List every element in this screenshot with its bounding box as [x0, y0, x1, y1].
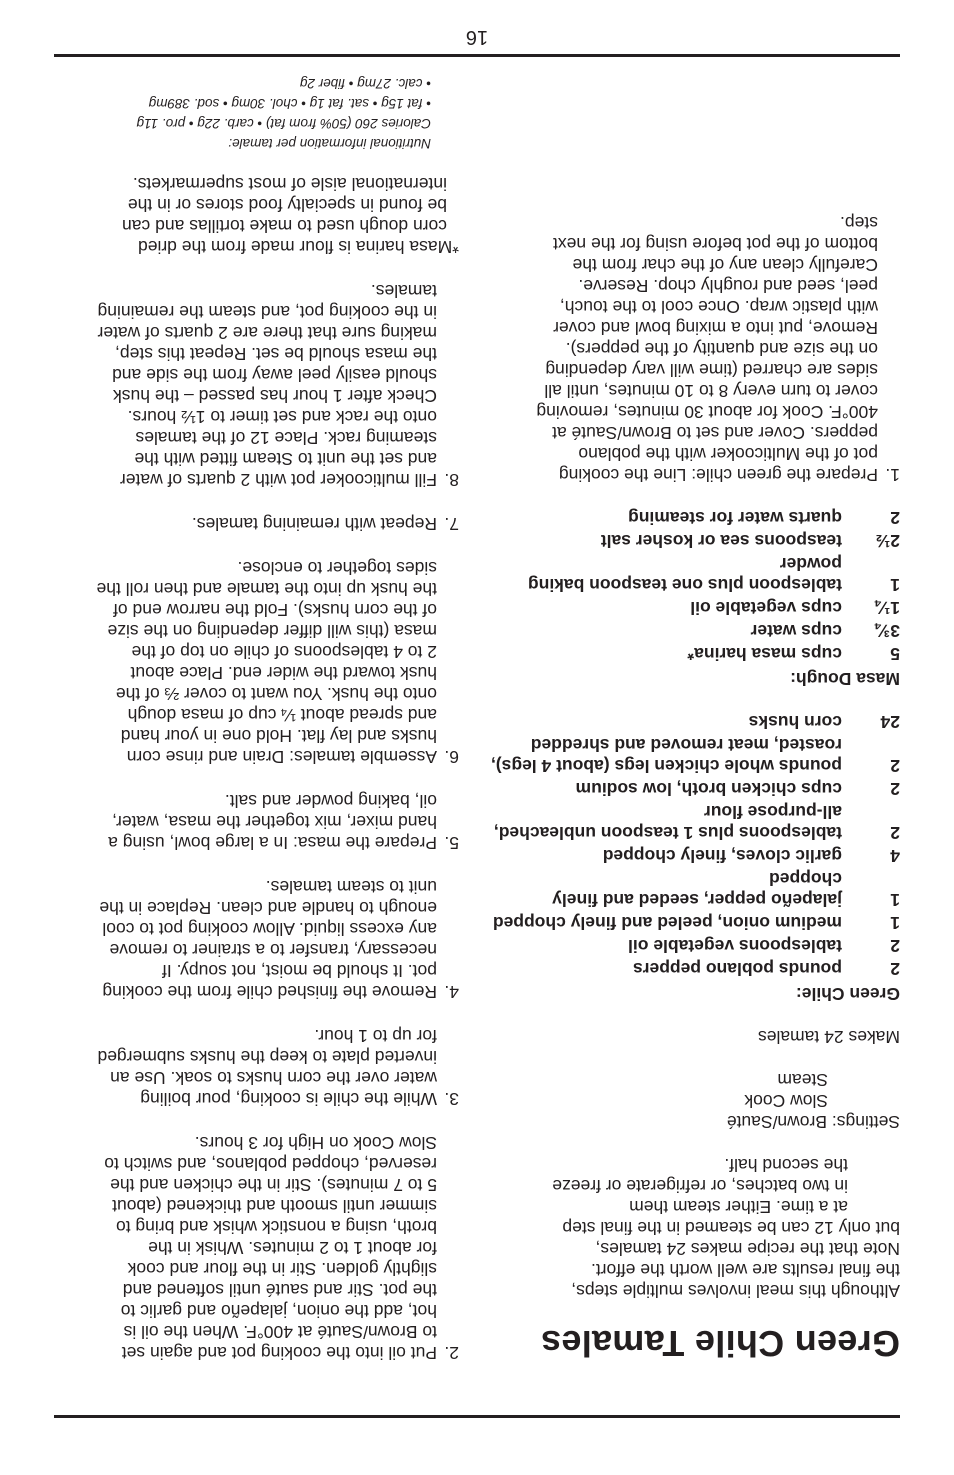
step-text	[53, 1132, 437, 1363]
step-line: 400°F. Cook for about 30 minutes, removing	[536, 402, 878, 422]
ingredient-desc: tablespoon plus one teaspoon baking powder	[527, 554, 842, 595]
ingredient-qty: 4	[890, 846, 900, 866]
step-line: Prepare the green chile: Line the cooking	[558, 465, 878, 485]
ingredient-qty: 2	[890, 756, 900, 776]
step-line: the masa should be set. Repeat this step,	[115, 344, 437, 364]
step-line: Prepare the masa: In a large bowl, using a	[108, 833, 437, 853]
ingredient-qty: 3¾	[875, 621, 900, 641]
step-line: should easily peel away from the side and	[112, 365, 437, 385]
step-line: sides are charred (time will vary depending	[545, 360, 878, 380]
ingredient-row	[482, 553, 900, 595]
ingredient-desc: teaspoons sea or kosher salt	[600, 531, 842, 551]
step-line: tamales.	[370, 281, 437, 301]
step-line: of the corn husks). Fold the narrow end of	[113, 600, 437, 620]
intro-line: at a time. Either steam them	[629, 1197, 848, 1217]
ingredient-desc: cups vegetable oil	[690, 598, 842, 618]
step-line: making sure that there are 2 quarts of water	[97, 323, 437, 343]
ingredient-desc: garlic cloves, finely chopped	[602, 846, 842, 866]
step-line: simmer until smooth and thickened (about	[112, 1196, 437, 1216]
step-line: onto the rack and set timer to 1½ hours.	[127, 407, 437, 427]
step-line: husks and lay flat. Hold one in your hand	[120, 726, 437, 746]
ingredient-qty: 5	[890, 644, 900, 664]
ingredient-row	[482, 643, 900, 664]
step-line: the pot. Stir and sauté until softened and	[122, 1280, 437, 1300]
step-line: pot. It should be moist, not soupy. If	[162, 961, 437, 981]
nutrition-line: Calories 260 (50% from fat) • carb. 22g • pro. 11g	[136, 116, 431, 131]
step-line: broth, using a nonstick whisk and bring to	[115, 1217, 437, 1237]
step-line: onto the husk. You want to cover ⅔ of the	[115, 684, 437, 704]
step-number: 5.	[444, 833, 459, 853]
ingredient-qty: 1	[890, 913, 900, 933]
ingredient-qty: 2	[890, 959, 900, 979]
step-line: bottom of the pot before using for the next	[553, 234, 878, 254]
step-line: for about 1 to 2 minutes. Whisk in the	[148, 1238, 437, 1258]
ingredient-row	[482, 868, 900, 910]
intro-line: Although this meal involves multiple steps,	[571, 1281, 900, 1301]
ingredient-qty: 1	[890, 575, 900, 595]
intro-line: Note that the recipe makes 24 tamales,	[595, 1239, 900, 1259]
step-line: Carefully clean any of the char from the	[572, 255, 878, 275]
step-line: enough to handle and clean. Replace in the	[99, 898, 437, 918]
ingredient-qty: 1	[890, 890, 900, 910]
step-number: 8.	[444, 470, 459, 490]
ingredient-desc: tablespoons vegetable oil	[628, 936, 842, 956]
ingredient-desc: pounds poblano peppers	[632, 959, 842, 979]
step-text	[53, 280, 437, 490]
step-line: husk toward the wider end. Place about	[130, 663, 437, 683]
ingredient-row	[482, 958, 900, 979]
step-line: unit to steam tamales.	[265, 877, 437, 897]
note-line: corn dough used to make tortillas and can	[122, 216, 447, 236]
step-line: hand mixer, mix together the masa, water,	[112, 812, 437, 832]
masa-dough-heading: Masa Dough:	[790, 669, 900, 689]
right-column	[53, 73, 459, 1363]
step-line: Put oil into the cooking pot and again set	[121, 1343, 437, 1363]
step-text	[53, 876, 437, 1002]
step-line: in the cooking pot, and steam the remaining	[97, 302, 437, 322]
ingredient-desc: medium onion, peeled and finely chopped	[492, 913, 842, 933]
step-line: necessary, transfer to a strainer to remove	[109, 940, 437, 960]
step-line: water over the corn husks to soak. Use an	[110, 1068, 437, 1088]
step-line: Remove, put into a mixing bowl and cover	[553, 318, 878, 338]
note-line: *Masa harina is flour made from the dried	[138, 237, 459, 257]
left-column	[482, 189, 900, 1363]
step-6	[53, 557, 459, 767]
intro-line: the final results are well worth the effort.	[591, 1260, 900, 1280]
settings-option: Slow Cook	[744, 1091, 828, 1111]
step-line: While the chile is cooking, pour boiling	[140, 1089, 437, 1109]
settings-label: Settings: Brown/Sauté	[726, 1112, 900, 1132]
step-text	[53, 790, 437, 853]
step-number: 6.	[444, 747, 459, 767]
green-chile-heading: Green Chile:	[795, 984, 900, 1004]
ingredient-qty: 2	[890, 508, 900, 528]
step-line: 5 to 7 minutes). Stir in the chicken and the	[110, 1175, 437, 1195]
yield-text: Makes 24 tamales	[757, 1027, 900, 1047]
step-line: Assemble tamales: Drain and rinse corn	[126, 747, 437, 767]
step-4	[53, 876, 459, 1002]
step-text	[482, 212, 878, 485]
step-line: pot of the Multicooker with the poblano	[578, 444, 878, 464]
step-text	[53, 1025, 437, 1109]
step-line: 2 to 4 tablespoons of chile on top of the	[131, 642, 437, 662]
ingredient-qty: 24	[880, 712, 900, 732]
step-line: Check after 1 hour has passed – the husk	[113, 386, 437, 406]
ingredient-desc: cups masa harina*	[687, 644, 842, 664]
note-line: be found in specialty food stores or in the	[127, 195, 447, 215]
intro-line: the second half.	[724, 1155, 848, 1175]
ingredient-row	[482, 912, 900, 933]
ingredient-row	[482, 935, 900, 956]
settings-block	[482, 1069, 900, 1132]
step-line: reserved, chopped poblanos, and switch to	[104, 1154, 437, 1174]
nutrition-line: • calc. 27mg • fiber 2g	[299, 76, 431, 91]
step-line: with plastic wrap. Once cool to the touch,	[559, 297, 878, 317]
top-rule	[54, 1415, 900, 1418]
intro-line: in two batches, or refrigerate or freeze	[552, 1176, 848, 1196]
ingredient-row	[482, 711, 900, 732]
step-line: Fill multicooker pot with 2 quarts of water	[119, 470, 437, 490]
step-line: Remove the finished chile from the cooking	[102, 982, 437, 1002]
step-line: cover to turn every 8 to 10 minutes, until all	[544, 381, 878, 401]
step-line: slightly golden. Stir in the flour and cook	[127, 1259, 437, 1279]
recipe-title: Green Chile Tamales	[540, 1323, 900, 1364]
note-line: international aisle of most supermarkets.	[132, 174, 447, 194]
step-line: the husk up into the tamale and then roll the	[96, 579, 437, 599]
step-line: any excess liquid. Allow cooking pot to cool	[102, 919, 437, 939]
step-3	[53, 1025, 459, 1109]
step-number: 4.	[444, 982, 459, 1002]
ingredient-row	[482, 801, 900, 843]
step-line: and set the unit to Steam fitted with the	[134, 449, 437, 469]
step-line: peel, seed and roughly chop. Reserve.	[578, 276, 878, 296]
masa-harina-footnote	[53, 173, 459, 257]
step-number: 3.	[444, 1089, 459, 1109]
ingredient-desc: corn husks	[748, 712, 842, 732]
step-line: for up to 1 hour.	[314, 1026, 437, 1046]
ingredient-row	[482, 778, 900, 799]
ingredient-desc: cups water	[750, 621, 842, 641]
nutrition-info	[53, 73, 459, 153]
step-text	[53, 557, 437, 767]
step-1	[482, 212, 900, 485]
ingredient-desc: jalapeño pepper, seeded and finely chopped	[552, 869, 842, 910]
step-line: and spread about ¼ cup of masa dough	[127, 705, 437, 725]
ingredient-qty: 2	[890, 823, 900, 843]
step-number: 1.	[885, 465, 900, 485]
step-line: Slow Cook on High for 3 hours.	[194, 1133, 437, 1153]
step-line: masa (this will differ depending on the size	[107, 621, 437, 641]
step-line: to Brown/Sauté at 400°F. When the oil is	[123, 1322, 437, 1342]
ingredient-row	[482, 620, 900, 641]
ingredient-qty: 1¼	[875, 598, 900, 618]
step-5	[53, 790, 459, 853]
ingredient-row	[482, 734, 900, 776]
ingredient-desc: quarts water for steaming	[628, 508, 842, 528]
step-line: hot, add the onion, jalapeño and garlic to	[120, 1301, 437, 1321]
step-2	[53, 1132, 459, 1363]
step-number: 2.	[444, 1343, 459, 1363]
intro-paragraph	[482, 1154, 900, 1301]
step-text	[53, 513, 437, 534]
spacer	[482, 485, 900, 505]
step-line: Repeat with remaining tamales.	[191, 514, 437, 534]
ingredient-row	[482, 530, 900, 551]
nutrition-line: Nutritional information per tamale:	[228, 136, 431, 151]
step-7	[53, 513, 459, 534]
step-line: on the size and quantity of the peppers).	[565, 339, 878, 359]
ingredient-row	[482, 507, 900, 528]
nutrition-line: • fat 15g • sat. fat 1g • chol. 30mg • sod. 389mg	[148, 96, 431, 111]
ingredient-desc: pounds whole chicken legs (about 4 legs), roasted, meat removed and shredded	[490, 735, 842, 776]
step-number: 7.	[444, 514, 459, 534]
step-line: steaming rack. Place 12 of the tamales	[135, 428, 437, 448]
ingredient-desc: tablespoons plus 1 teaspoon unbleached, all-purpose flour	[493, 802, 842, 843]
page-number: 16	[465, 26, 489, 48]
ingredient-qty: 2	[890, 936, 900, 956]
step-8	[53, 280, 459, 490]
ingredient-desc: cups chicken broth, low sodium	[575, 779, 842, 799]
step-line: step.	[840, 213, 878, 233]
step-line: peppers. Cover and set to Brown/Sauté at	[552, 423, 878, 443]
ingredient-qty: 2½	[875, 531, 900, 551]
ingredient-qty: 2	[890, 779, 900, 799]
step-line: inverted plate to keep the husks submerged	[97, 1047, 437, 1067]
ingredient-row	[482, 845, 900, 866]
spacer	[482, 689, 900, 709]
ingredient-row	[482, 597, 900, 618]
step-line: sides together to enclose.	[237, 558, 437, 578]
settings-option: Steam	[777, 1070, 828, 1090]
intro-line: but only 12 can be steamed in the final step	[562, 1218, 900, 1238]
step-line: oil, baking powder and salt.	[224, 791, 437, 811]
